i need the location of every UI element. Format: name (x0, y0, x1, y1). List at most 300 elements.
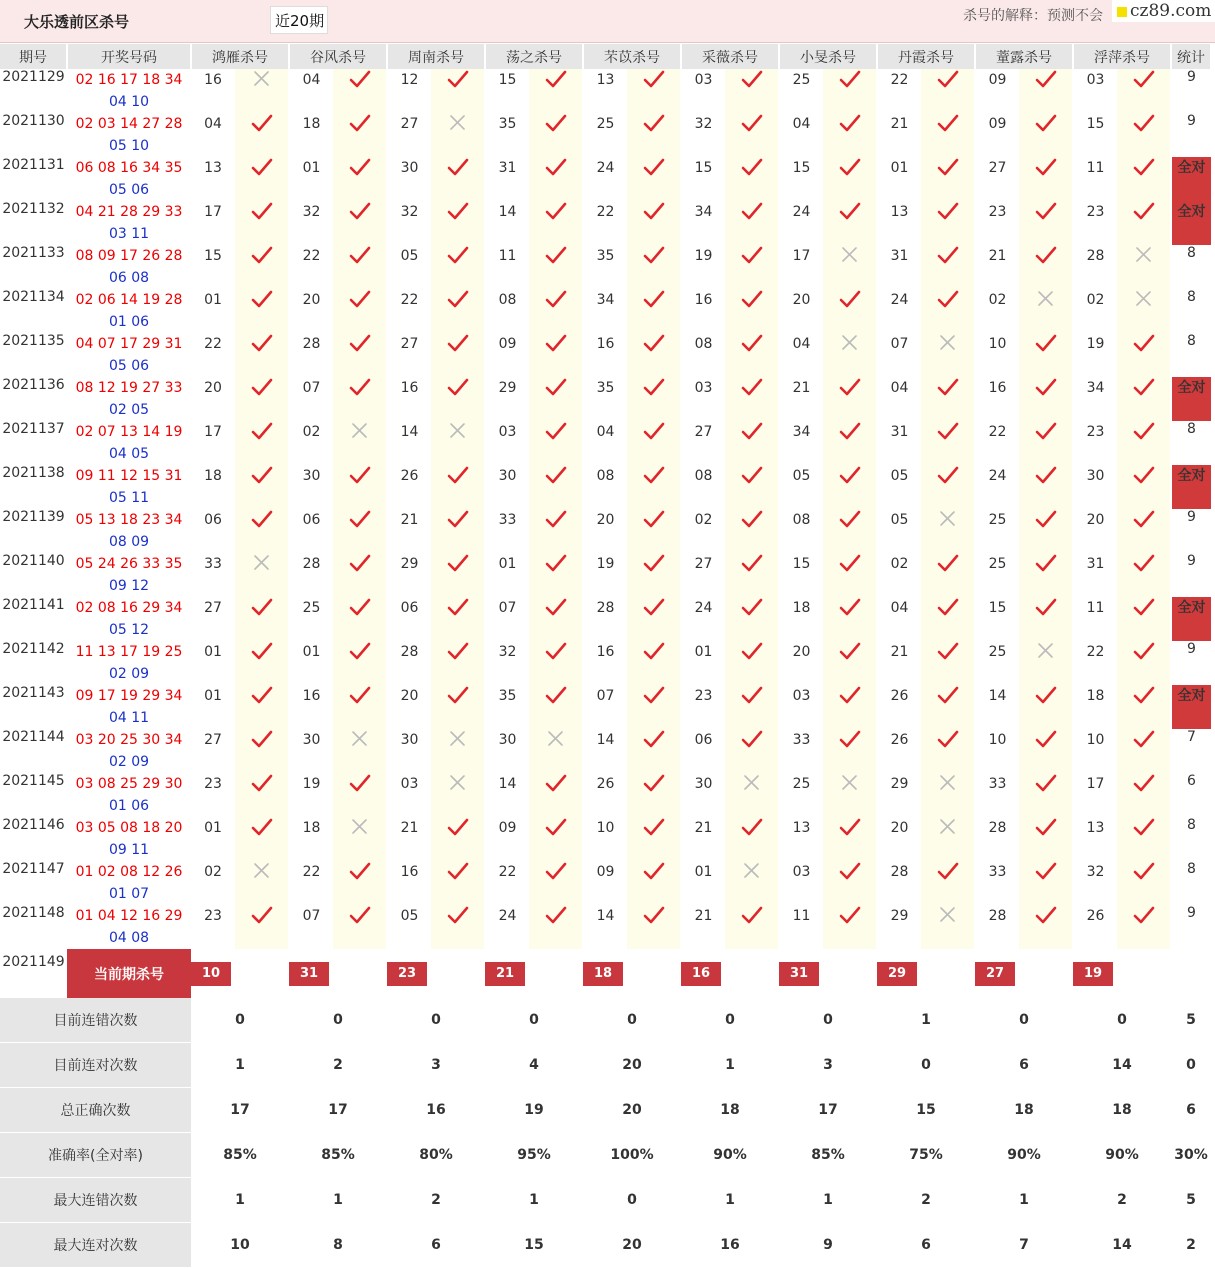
kill-number-cell: 13 (191, 157, 235, 201)
kill-number-cell: 24 (877, 289, 921, 333)
kill-number-cell: 21 (975, 245, 1019, 289)
result-correct-cell (431, 509, 485, 553)
summary-value: 20 (622, 1057, 642, 1073)
cross-icon (447, 421, 469, 441)
draw-numbers-cell (67, 729, 191, 773)
result-correct-cell (725, 553, 779, 597)
check-icon (447, 817, 469, 837)
kill-number-cell: 21 (681, 905, 725, 949)
result-correct-cell (627, 729, 681, 773)
kill-number-cell: 29 (877, 773, 921, 817)
summary-value: 2 (921, 1192, 931, 1208)
kill-number-cell: 18 (779, 597, 823, 641)
check-icon (349, 289, 371, 309)
front-zone-numbers: 09 11 12 15 31 (75, 468, 183, 484)
check-icon (251, 421, 273, 441)
check-icon (447, 377, 469, 397)
check-icon (1035, 553, 1057, 573)
check-icon (643, 641, 665, 661)
kill-number-cell: 14 (583, 905, 627, 949)
check-icon (251, 245, 273, 265)
back-zone-numbers: 01 07 (108, 886, 150, 902)
result-correct-cell (529, 817, 583, 861)
period-range-select[interactable]: 近20期 (270, 6, 328, 34)
result-correct-cell (235, 773, 289, 817)
result-correct-cell (725, 729, 779, 773)
result-correct-cell (529, 421, 583, 465)
result-correct-cell (627, 817, 681, 861)
summary-value: 14 (1112, 1237, 1132, 1253)
kill-number-cell: 15 (485, 69, 529, 113)
check-icon (1035, 377, 1057, 397)
result-correct-cell (431, 201, 485, 245)
current-kill-badge: 10 (191, 962, 231, 986)
result-correct-cell (529, 377, 583, 421)
check-icon (741, 685, 763, 705)
check-icon (349, 69, 371, 89)
cross-icon (937, 333, 959, 353)
current-kill-badge: 29 (877, 962, 917, 986)
result-correct-cell (1019, 113, 1073, 157)
kill-number-cell: 08 (681, 465, 725, 509)
result-correct-cell (1019, 509, 1073, 553)
result-correct-cell (431, 289, 485, 333)
draw-numbers-cell (67, 553, 191, 597)
table-row (0, 509, 1211, 553)
kill-number-cell: 35 (485, 113, 529, 157)
result-correct-cell (1019, 465, 1073, 509)
kill-number-cell: 04 (877, 377, 921, 421)
check-icon (839, 729, 861, 749)
check-icon (447, 641, 469, 661)
check-icon (545, 553, 567, 573)
stat-cell: 全对 (1171, 157, 1211, 201)
kill-number-cell: 16 (583, 641, 627, 685)
kill-number-cell: 22 (289, 861, 333, 905)
result-wrong-cell (235, 553, 289, 597)
table-row (0, 245, 1211, 289)
result-correct-cell (529, 113, 583, 157)
result-correct-cell (823, 817, 877, 861)
draw-numbers-cell (67, 289, 191, 333)
result-correct-cell (333, 597, 387, 641)
result-correct-cell (627, 157, 681, 201)
result-wrong-cell (921, 905, 975, 949)
check-icon (839, 509, 861, 529)
kill-number-cell: 28 (387, 641, 431, 685)
kill-number-cell: 23 (681, 685, 725, 729)
result-correct-cell (235, 201, 289, 245)
kill-number-cell: 18 (289, 817, 333, 861)
check-icon (741, 465, 763, 485)
kill-number-cell: 02 (289, 421, 333, 465)
summary-value: 2 (333, 1057, 343, 1073)
kill-number-cell: 01 (191, 817, 235, 861)
kill-number-cell: 09 (975, 113, 1019, 157)
check-icon (545, 509, 567, 529)
result-correct-cell (725, 245, 779, 289)
front-zone-numbers: 04 21 28 29 33 (75, 204, 183, 220)
cross-icon (1133, 289, 1155, 309)
cross-icon (1035, 289, 1057, 309)
summary-value: 2 (431, 1192, 441, 1208)
table-row (0, 377, 1211, 421)
kill-number-cell: 28 (975, 817, 1019, 861)
result-correct-cell (921, 861, 975, 905)
kill-number-cell: 21 (877, 113, 921, 157)
result-correct-cell (235, 377, 289, 421)
check-icon (447, 201, 469, 221)
result-correct-cell (627, 421, 681, 465)
check-icon (251, 773, 273, 793)
result-correct-cell (627, 905, 681, 949)
draw-numbers-cell (67, 333, 191, 377)
check-icon (545, 69, 567, 89)
kill-number-cell: 31 (877, 245, 921, 289)
check-icon (643, 69, 665, 89)
kill-number-cell: 14 (485, 201, 529, 245)
kill-number-cell: 32 (1073, 861, 1117, 905)
result-correct-cell (823, 465, 877, 509)
result-wrong-cell (431, 421, 485, 465)
check-icon (251, 333, 273, 353)
check-icon (839, 641, 861, 661)
check-icon (839, 905, 861, 925)
column-header: 丹霞杀号 (877, 44, 975, 69)
check-icon (937, 465, 959, 485)
cross-icon (349, 817, 371, 837)
draw-numbers-cell (67, 113, 191, 157)
kill-number-cell: 35 (583, 245, 627, 289)
result-correct-cell (725, 685, 779, 729)
check-icon (1133, 377, 1155, 397)
current-kill-cell (975, 949, 1073, 998)
result-correct-cell (627, 861, 681, 905)
kill-number-cell: 26 (877, 685, 921, 729)
kill-number-cell: 09 (485, 817, 529, 861)
stat-cell: 6 (1187, 773, 1196, 789)
check-icon (1035, 729, 1057, 749)
current-kill-label: 当前期杀号 (67, 949, 191, 998)
kill-number-cell: 21 (387, 509, 431, 553)
check-icon (643, 289, 665, 309)
summary-value: 10 (230, 1237, 250, 1253)
result-correct-cell (333, 245, 387, 289)
logo-square-icon (1117, 7, 1127, 17)
summary-value: 17 (230, 1102, 250, 1118)
kill-number-cell: 11 (1073, 157, 1117, 201)
check-icon (1133, 641, 1155, 661)
result-correct-cell (823, 905, 877, 949)
kill-number-cell: 11 (779, 905, 823, 949)
summary-value: 6 (431, 1237, 441, 1253)
back-zone-numbers: 06 08 (108, 270, 150, 286)
site-logo[interactable] (1112, 0, 1215, 22)
check-icon (643, 861, 665, 881)
kill-number-cell: 07 (583, 685, 627, 729)
summary-value: 90% (1105, 1147, 1139, 1163)
kill-number-cell: 30 (681, 773, 725, 817)
kill-number-cell: 32 (485, 641, 529, 685)
front-zone-numbers: 05 24 26 33 35 (75, 556, 183, 572)
column-header: 小旻杀号 (779, 44, 877, 69)
check-icon (839, 157, 861, 177)
check-icon (643, 465, 665, 485)
result-correct-cell (529, 685, 583, 729)
result-wrong-cell (431, 773, 485, 817)
front-zone-numbers: 04 07 17 29 31 (75, 336, 183, 352)
stat-cell: 9 (1187, 641, 1196, 657)
result-correct-cell (333, 157, 387, 201)
summary-value: 75% (909, 1147, 943, 1163)
kill-number-cell: 30 (485, 729, 529, 773)
kill-number-cell: 22 (583, 201, 627, 245)
kill-number-cell: 18 (1073, 685, 1117, 729)
kill-number-cell: 17 (1073, 773, 1117, 817)
result-correct-cell (1117, 773, 1171, 817)
kill-number-cell: 10 (975, 729, 1019, 773)
check-icon (1035, 509, 1057, 529)
summary-value: 18 (720, 1102, 740, 1118)
check-icon (1133, 817, 1155, 837)
table-row (0, 685, 1211, 729)
check-icon (643, 333, 665, 353)
check-icon (839, 597, 861, 617)
result-correct-cell (823, 377, 877, 421)
kill-number-cell: 22 (975, 421, 1019, 465)
summary-value: 19 (524, 1102, 544, 1118)
check-icon (545, 597, 567, 617)
column-header: 周南杀号 (387, 44, 485, 69)
cross-icon (937, 509, 959, 529)
check-icon (643, 509, 665, 529)
summary-value: 1 (725, 1192, 735, 1208)
current-period-row (0, 949, 1211, 998)
kill-number-cell: 22 (191, 333, 235, 377)
cross-icon (741, 773, 763, 793)
kill-number-cell: 13 (1073, 817, 1117, 861)
kill-number-cell: 30 (387, 157, 431, 201)
kill-number-cell: 10 (583, 817, 627, 861)
kill-number-cell: 01 (681, 641, 725, 685)
stat-cell: 8 (1187, 421, 1196, 437)
summary-value: 0 (921, 1057, 931, 1073)
result-correct-cell (529, 509, 583, 553)
kill-number-cell: 32 (289, 201, 333, 245)
draw-numbers-cell (67, 597, 191, 641)
kill-number-cell: 33 (975, 773, 1019, 817)
stat-cell: 9 (1187, 553, 1196, 569)
check-icon (251, 641, 273, 661)
result-correct-cell (333, 641, 387, 685)
back-zone-numbers: 05 06 (108, 358, 150, 374)
result-correct-cell (1019, 861, 1073, 905)
cross-icon (251, 861, 273, 881)
kill-number-cell: 01 (191, 289, 235, 333)
kill-number-cell: 01 (485, 553, 529, 597)
result-correct-cell (333, 509, 387, 553)
kill-number-cell: 30 (289, 729, 333, 773)
result-correct-cell (725, 465, 779, 509)
draw-numbers-cell (67, 465, 191, 509)
column-header: 谷风杀号 (289, 44, 387, 69)
result-correct-cell (1117, 377, 1171, 421)
check-icon (643, 113, 665, 133)
result-correct-cell (627, 201, 681, 245)
result-correct-cell (1117, 685, 1171, 729)
check-icon (545, 245, 567, 265)
result-correct-cell (823, 509, 877, 553)
kill-number-cell: 01 (191, 641, 235, 685)
column-header: 鸿雁杀号 (191, 44, 289, 69)
result-correct-cell (529, 861, 583, 905)
cross-icon (741, 861, 763, 881)
check-icon (1133, 157, 1155, 177)
kill-number-cell: 24 (485, 905, 529, 949)
check-icon (1133, 729, 1155, 749)
period-cell: 2021149 (0, 949, 67, 998)
result-correct-cell (627, 509, 681, 553)
cross-icon (349, 729, 371, 749)
summary-value: 90% (713, 1147, 747, 1163)
result-wrong-cell (921, 817, 975, 861)
result-correct-cell (529, 905, 583, 949)
result-correct-cell (725, 157, 779, 201)
kill-number-cell: 23 (1073, 421, 1117, 465)
result-correct-cell (921, 553, 975, 597)
kill-number-cell: 19 (583, 553, 627, 597)
cross-icon (1035, 641, 1057, 661)
check-icon (251, 817, 273, 837)
check-icon (937, 597, 959, 617)
check-icon (1133, 421, 1155, 441)
check-icon (1133, 861, 1155, 881)
kill-number-cell: 05 (387, 905, 431, 949)
summary-value: 0 (1117, 1012, 1127, 1029)
check-icon (1133, 905, 1155, 925)
page-title: 大乐透前区杀号 (24, 13, 130, 31)
check-icon (349, 641, 371, 661)
cross-icon (839, 773, 861, 793)
result-correct-cell (431, 157, 485, 201)
check-icon (937, 245, 959, 265)
check-icon (741, 333, 763, 353)
result-correct-cell (1117, 113, 1171, 157)
result-correct-cell (529, 597, 583, 641)
kill-number-cell: 16 (681, 289, 725, 333)
kill-number-cell: 07 (877, 333, 921, 377)
draw-numbers-cell (67, 773, 191, 817)
check-icon (1035, 113, 1057, 133)
kill-number-cell: 14 (485, 773, 529, 817)
stat-cell: 全对 (1171, 597, 1211, 641)
summary-value: 2 (1117, 1192, 1127, 1208)
result-correct-cell (921, 69, 975, 113)
result-correct-cell (333, 465, 387, 509)
kill-number-cell: 01 (289, 157, 333, 201)
kill-number-cell: 03 (681, 377, 725, 421)
kill-number-cell: 04 (583, 421, 627, 465)
summary-value: 0 (1186, 1057, 1196, 1073)
kill-number-cell: 04 (779, 113, 823, 157)
draw-numbers-cell (67, 421, 191, 465)
check-icon (741, 553, 763, 573)
summary-row (0, 1043, 1211, 1088)
kill-number-cell: 33 (191, 553, 235, 597)
summary-value: 5 (1186, 1012, 1196, 1029)
kill-number-cell: 34 (1073, 377, 1117, 421)
result-correct-cell (333, 113, 387, 157)
stat-cell: 全对 (1171, 377, 1211, 421)
check-icon (251, 509, 273, 529)
kill-number-cell: 22 (1073, 641, 1117, 685)
kill-number-cell: 25 (779, 69, 823, 113)
check-icon (447, 597, 469, 617)
result-correct-cell (1117, 201, 1171, 245)
kill-number-cell: 22 (877, 69, 921, 113)
result-correct-cell (1117, 69, 1171, 113)
check-icon (937, 421, 959, 441)
result-correct-cell (431, 69, 485, 113)
kill-number-cell: 11 (1073, 597, 1117, 641)
summary-value: 100% (610, 1147, 654, 1163)
period-cell: 2021136 (2, 377, 65, 393)
summary-row (0, 1223, 1211, 1268)
check-icon (447, 333, 469, 353)
result-correct-cell (1117, 641, 1171, 685)
kill-number-cell: 14 (387, 421, 431, 465)
kill-number-cell: 03 (387, 773, 431, 817)
column-header: 开奖号码 (67, 44, 191, 69)
result-correct-cell (627, 377, 681, 421)
stat-cell: 全对 (1171, 201, 1211, 245)
kill-number-cell: 24 (583, 157, 627, 201)
kill-number-cell: 04 (191, 113, 235, 157)
kill-number-cell: 31 (485, 157, 529, 201)
result-wrong-cell (921, 333, 975, 377)
kill-number-cell: 26 (583, 773, 627, 817)
result-correct-cell (725, 377, 779, 421)
check-icon (349, 553, 371, 573)
back-zone-numbers: 05 11 (108, 490, 150, 506)
check-icon (545, 157, 567, 177)
summary-value: 90% (1007, 1147, 1041, 1163)
result-correct-cell (823, 553, 877, 597)
table-row (0, 729, 1211, 773)
kill-number-cell: 25 (975, 641, 1019, 685)
check-icon (251, 729, 273, 749)
check-icon (741, 377, 763, 397)
period-cell: 2021139 (2, 509, 65, 525)
kill-number-cell: 29 (387, 553, 431, 597)
check-icon (1133, 201, 1155, 221)
check-icon (349, 597, 371, 617)
period-cell: 2021141 (2, 597, 65, 613)
check-icon (741, 509, 763, 529)
result-correct-cell (725, 333, 779, 377)
current-kill-badge: 31 (779, 962, 819, 986)
table-row (0, 465, 1211, 509)
current-kill-cell (583, 949, 681, 998)
check-icon (643, 421, 665, 441)
summary-label: 最大连错次数 (0, 1178, 191, 1223)
period-cell: 2021134 (2, 289, 65, 305)
stat-cell: 9 (1187, 69, 1196, 85)
result-correct-cell (921, 113, 975, 157)
cross-icon (251, 553, 273, 573)
kill-number-cell: 25 (583, 113, 627, 157)
result-correct-cell (529, 69, 583, 113)
